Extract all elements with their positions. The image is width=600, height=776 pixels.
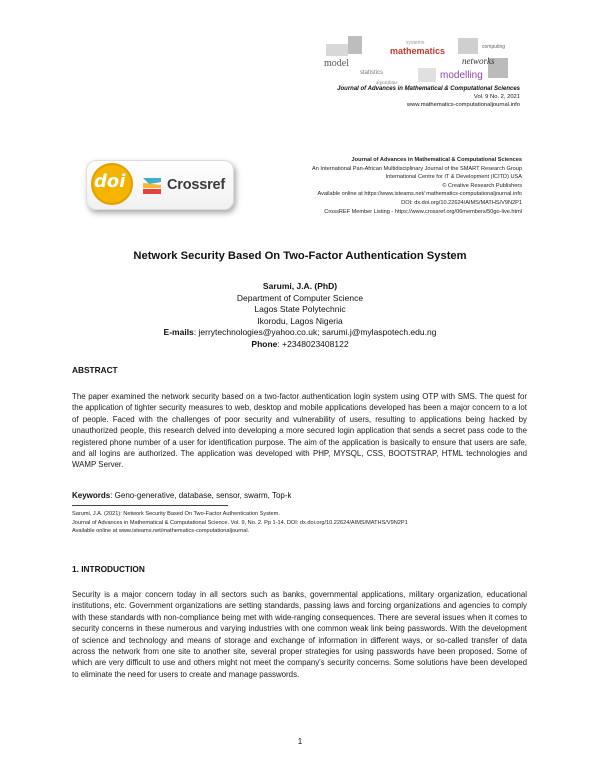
author-emails	[0, 327, 600, 339]
info-title: Journal of Advances in Mathematical & Computational Sciences	[351, 157, 522, 163]
wordcloud-word: computing	[482, 44, 506, 50]
journal-title: Journal of Advances in Mathematical & Computational Sciences	[337, 86, 520, 92]
keywords	[72, 491, 292, 500]
introduction-text: Security is a major concern today in all sectors such as banks, governmental applications, military organization, educational institutions, etc. Government organizations are setting standards, passing laws and forcing organizations and agencies to comply with these standards with non-compliance being met with wide-ranging consequences. There are several issues when it comes to security concerns in these numerous and varying industries with one common weak link being passwords. With the development of science and technology and means of storage and exchange of information in different ways, or so-called transfer of data across the network from one site to another site, several proper strategies for using passwords have been proposed. Some of which are very difficult to use and others might not meet the company's security concerns. Some solutions have been developed to eliminate the need for users to create and manage passwords.	[72, 590, 527, 679]
wordcloud-word: networks	[462, 56, 495, 66]
author-phone	[0, 339, 600, 351]
wordcloud-word: algorithms	[376, 81, 398, 86]
citation-divider	[72, 505, 228, 506]
citation-block	[72, 510, 408, 536]
abstract-text: The paper examined the network security based on a two-factor authentication login system using OTP with SMS. The quest for the application of tighter security measures to web, desktop and mobile applications developed has been a major concern to a lot of people. Faced with the challenges of poor security and vulnerability of users, resulting to applications being hacked by unauthorized people, this research delved into developing a more secured login application that sends a secret pass code to the registered phone number of a user for identification purpose. The aim of the application is basically to ensure that users are safe, and all logins are authorized. The application was developed with PHP, MYSQL, CSS, BOOTSTRAP, HTML technologies and WAMP Server.	[72, 392, 527, 470]
info-line: International Centre for IT & Development (ICITD) USA	[385, 174, 522, 181]
info-line: © Creative Research Publishers	[442, 182, 522, 189]
doi-crossref-badge	[86, 160, 234, 210]
author-name: Sarumi, J.A. (PhD)	[262, 281, 338, 291]
crossref-icon	[141, 176, 163, 196]
journal-wordcloud-logo	[318, 34, 524, 86]
info-line: DOI: dx.doi.org/10.22624/AIMS/MATHS/V9N2P1	[401, 199, 522, 206]
abstract-heading: ABSTRACT	[72, 365, 118, 375]
author-institution: Lagos State Polytechnic	[254, 304, 346, 315]
journal-header	[337, 85, 520, 110]
wordcloud-word: mathematics	[390, 46, 446, 56]
volume-issue: Vol. 9 No. 2, 2021	[473, 94, 520, 101]
journal-website: www.mathematics-computationaljournal.info	[406, 102, 520, 109]
phone-label: Phone	[251, 338, 278, 349]
introduction-heading: 1. INTRODUCTION	[72, 564, 145, 574]
keywords-value: : Geno-generative, database, sensor, swarm, Top-k	[110, 491, 292, 500]
paper-title: Network Security Based On Two-Factor Authentication System	[133, 250, 467, 262]
emails-value: : jerrytechnologies@yahoo.co.uk; sarumi.j@mylaspotech.edu.ng	[193, 327, 437, 338]
info-line: An International Pan-African Multidisciplinary Journal of the SMART Research Group	[312, 165, 522, 172]
emails-label: E-mails	[163, 327, 194, 338]
page-number: 1	[297, 737, 303, 746]
author-location: Ikorodu, Lagos Nigeria	[257, 315, 343, 326]
crossref-label: Crossref	[167, 177, 226, 193]
wordcloud-word: systems	[406, 40, 425, 46]
phone-value: : +2348023408122	[277, 338, 349, 349]
info-line: CrossREF Member Listing - https://www.crossref.org/06members/50go-live.html	[324, 208, 522, 215]
citation-line: Journal of Advances in Mathematical & Computational Science. Vol. 9, No. 2. Pp 1-14. DOI: dx.doi.org/10.22624/AIMS/MATHS/V9N2P1	[72, 519, 408, 526]
citation-line: Sarumi, J.A. (2021): Network Security Based On Two-Factor Authentication System.	[72, 511, 280, 517]
citation-line: Available online at www.isteams.net/mathematics-computationaljournal.	[72, 528, 250, 535]
info-line: Available online at https://www.isteams.net/ mathematics-computationaljournal.info	[317, 191, 522, 198]
wordcloud-word: statistics	[360, 70, 384, 76]
wordcloud-word: modelling	[440, 70, 483, 81]
journal-info-block	[312, 156, 522, 216]
author-block	[0, 281, 600, 351]
keywords-label: Keywords	[72, 491, 111, 500]
wordcloud-word: model	[324, 58, 349, 69]
author-department: Department of Computer Science	[236, 292, 364, 303]
doi-label: doi	[94, 171, 126, 192]
